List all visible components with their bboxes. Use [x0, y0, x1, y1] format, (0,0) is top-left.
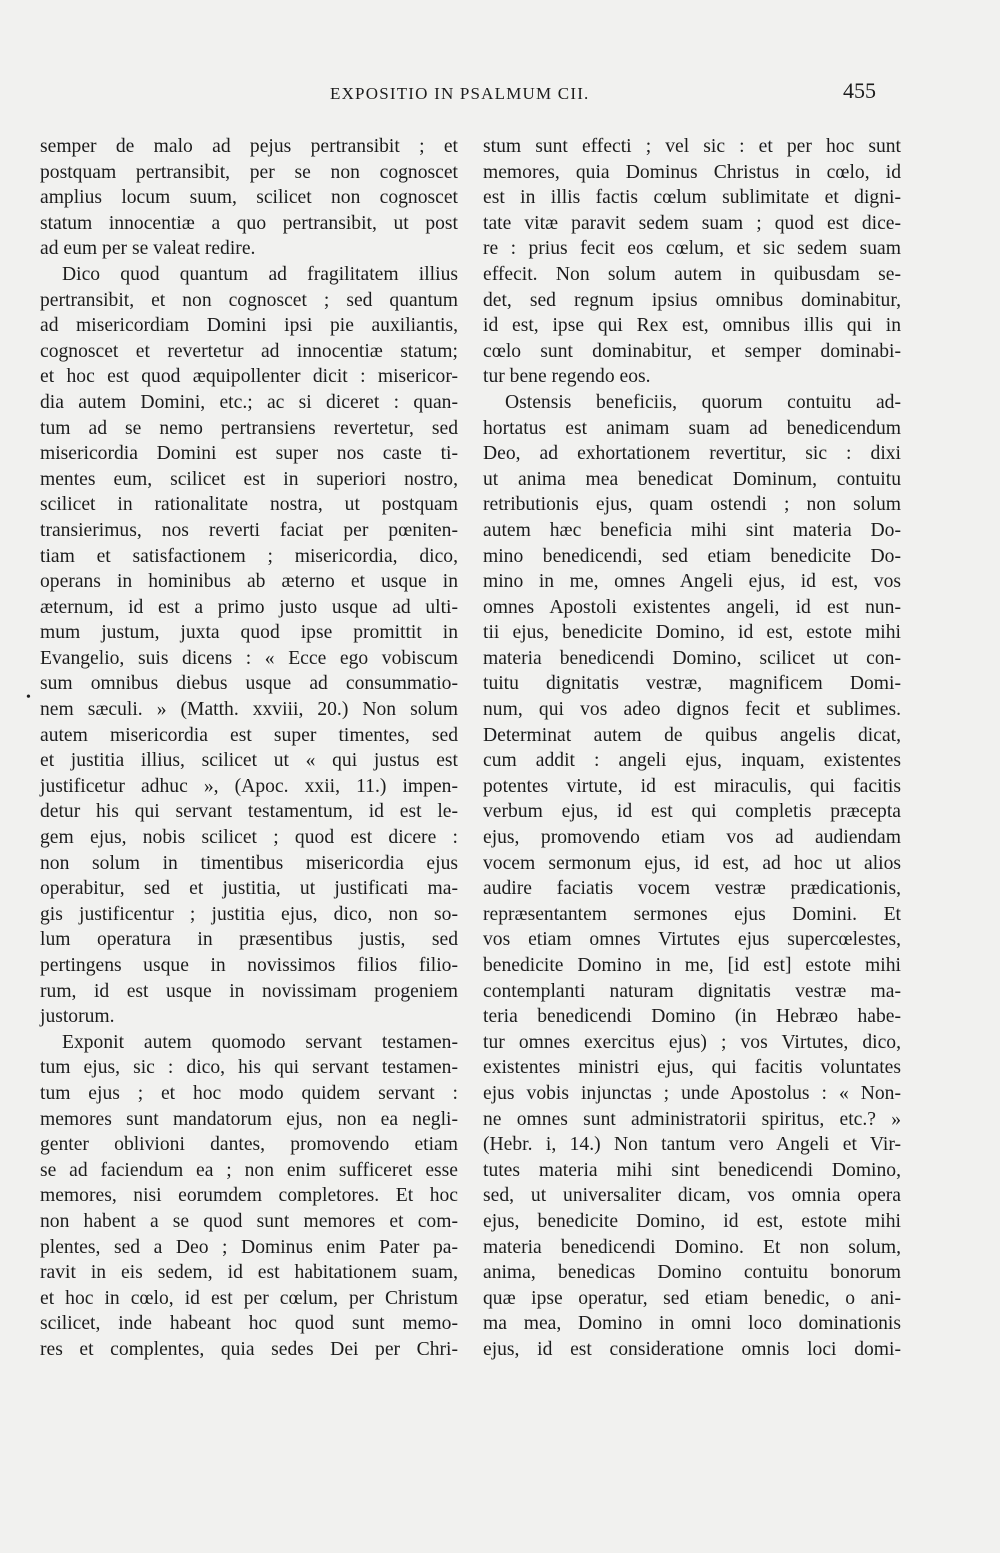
text-line: mino benedicendi, sed etiam benedicite Do- — [483, 545, 901, 567]
text-line: stum sunt effecti ; vel sic : et per hoc sunt — [483, 136, 901, 157]
running-title: EXPOSITIO IN PSALMUM CII. — [330, 84, 590, 103]
text-line: contemplanti naturam dignitatis vestræ ma- — [483, 980, 901, 1002]
text-line: operans in hominibus ab æterno et usque in — [40, 571, 458, 593]
text-line: ravit in eis sedem, id est habitationem suam, — [40, 1262, 458, 1284]
text-line: Exponit autem quomodo servant testamen- — [62, 1031, 458, 1053]
text-line: Determinat autem de quibus angelis dicat, — [483, 724, 901, 746]
text-line: materia benedicendi Domino, scilicet ut con- — [483, 647, 901, 669]
text-line: materia benedicendi Domino. Et non solum, — [483, 1236, 901, 1258]
text-line: nem sæculi. » (Matth. xxviii, 20.) Non solum — [40, 699, 458, 721]
text-line: ne omnes sunt administratorii spiritus, etc.? » — [483, 1108, 901, 1130]
text-line: teria benedicendi Domino (in Hebræo habe- — [483, 1006, 901, 1028]
text-line: amplius locum suum, scilicet non cognoscet — [40, 187, 458, 209]
text-line: ejus, promovendo etiam vos ad audiendam — [483, 827, 901, 849]
text-line: mum justum, juxta quod ipse promittit in — [40, 622, 458, 644]
text-line: postquam pertransibit, per se non cognoscet — [40, 161, 458, 183]
text-line: misericordia Domini est super nos caste ti- — [40, 443, 458, 465]
text-line: dia autem Domini, etc.; ac si diceret : quan- — [40, 391, 458, 413]
text-line: autem misericordia est super timentes, sed — [40, 724, 458, 746]
text-line: verbum ejus, id est qui completis præcepta — [483, 801, 901, 823]
text-line: tur bene regendo eos. — [483, 366, 651, 388]
text-line: id est, ipse qui Rex est, omnibus illis qui in — [483, 315, 901, 337]
text-line: scilicet in rationalitate nostra, ut postquam — [40, 494, 458, 516]
text-line: effecit. Non solum autem in quibusdam se- — [483, 263, 901, 285]
text-line: mino in me, omnes Angeli ejus, id est, vos — [483, 571, 901, 593]
text-line: tuitu dignitatis vestræ, magnificem Domi- — [483, 673, 901, 695]
text-line: benedicite Domino in me, [id est] estote mihi — [483, 955, 901, 976]
text-line: anima, benedicas Domino contuitu bonorum — [483, 1262, 901, 1284]
text-line: tii ejus, benedicite Domino, id est, estote mihi — [483, 622, 901, 644]
text-line: cognoscet et revertetur ad innocentiæ statum; — [40, 340, 458, 362]
text-line: et hoc in cœlo, id est per cœlum, per Christum — [40, 1287, 458, 1309]
text-line: cum addit : angeli ejus, inquam, existentes — [483, 750, 901, 772]
text-line: quæ ipse operatur, sed etiam benedic, o ani- — [483, 1287, 901, 1309]
text-line: est in illis factis cœlum sublimitate et digni- — [483, 187, 901, 209]
text-line: pertingens usque in novissimos filios filio- — [40, 955, 458, 976]
text-line: rum, id est usque in novissimam progeniem — [40, 980, 458, 1002]
text-line: omnes Apostoli existentes angeli, id est nun- — [483, 596, 901, 618]
text-line: plentes, sed a Deo ; Dominus enim Pater pa- — [40, 1236, 458, 1258]
text-line: tutes materia mihi sint benedicendi Domino, — [483, 1159, 901, 1181]
text-line: ad eum per se valeat redire. — [40, 238, 256, 260]
text-line: Deo, ad exhortationem revertitur, sic : dixi — [483, 443, 901, 465]
text-line: sed, ut universaliter dicam, vos omnia opera — [483, 1185, 901, 1207]
text-line: tiam et satisfactionem ; misericordia, dico, — [40, 545, 458, 567]
text-line: ma mea, Domino in omni loco dominationis — [483, 1313, 901, 1335]
text-line: potentes virtute, id est miraculis, qui facitis — [483, 775, 901, 797]
text-line: tum ejus, sic : dico, his qui servant testamen- — [40, 1057, 458, 1079]
right-column — [483, 134, 901, 1363]
text-line: ut anima mea benedicat Dominum, contuitu — [483, 468, 901, 490]
text-line: memores, quia Dominus Christus in cœlo, id — [483, 161, 901, 183]
text-line: ejus vobis injunctas ; unde Apostolus : « Non- — [483, 1082, 901, 1104]
text-line: cœlo sunt dominabitur, et semper dominabi- — [483, 340, 901, 362]
text-line: transierimus, nos reverti faciat per pœniten- — [40, 519, 458, 541]
text-line: res et complentes, quia sedes Dei per Chri- — [40, 1338, 458, 1360]
text-line: statum innocentiæ a quo pertransibit, ut post — [40, 212, 458, 234]
text-line: non solum in timentibus misericordia ejus — [40, 852, 458, 874]
text-line: Dico quod quantum ad fragilitatem illius — [62, 263, 458, 285]
text-line: repræsentantem sermones ejus Domini. Et — [483, 903, 901, 925]
text-line: non habent a se quod sunt memores et com- — [40, 1210, 458, 1232]
text-line: Evangelio, suis dicens : « Ecce ego vobiscum — [40, 647, 458, 669]
page-number: 455 — [843, 78, 876, 103]
text-line: tum ad se nemo pertransiens revertetur, sed — [40, 417, 458, 439]
text-line: audire faciatis vocem vestræ prædicationis, — [483, 878, 901, 900]
text-line: lum operatura in præsentibus justis, sed — [40, 929, 458, 951]
text-line: autem hæc beneficia mihi sint materia Do- — [483, 519, 901, 541]
text-line: num, qui vos adeo dignos fecit et sublimes. — [483, 699, 901, 721]
text-line: et justitia illius, scilicet ut « qui justus est — [40, 750, 458, 772]
text-line: se ad faciendum ea ; non enim sufficeret esse — [40, 1159, 458, 1181]
text-line: scilicet, inde habeant hoc quod sunt memo- — [40, 1313, 458, 1335]
text-line: tate vitæ paravit sedem suam ; quod est dice- — [483, 212, 901, 234]
text-line: re : prius fecit eos cœlum, et sic sedem suam — [483, 238, 901, 260]
text-line: semper de malo ad pejus pertransibit ; et — [40, 136, 458, 157]
text-line: sum omnibus diebus usque ad consummatio- — [40, 673, 458, 695]
text-line: gem ejus, nobis scilicet ; quod est dicere : — [40, 827, 458, 849]
text-line: mentes eum, scilicet est in superiori nostro, — [40, 468, 458, 490]
running-head — [0, 78, 1000, 110]
text-line: justorum. — [40, 1006, 115, 1028]
text-line: detur his qui servant testamentum, id est le- — [40, 801, 458, 823]
text-line: æternum, id est a primo justo usque ad ulti- — [40, 596, 458, 618]
text-line: Ostensis beneficiis, quorum contuitu ad- — [505, 391, 901, 413]
text-line: pertransibit, et non cognoscet ; sed quantum — [40, 289, 458, 311]
text-line: tum ejus ; et hoc modo quidem servant : — [40, 1082, 458, 1104]
text-line: justificetur adhuc », (Apoc. xxii, 11.) impen- — [40, 775, 458, 797]
text-line: existentes ministri ejus, qui facitis voluntates — [483, 1057, 901, 1079]
text-line: gis justificentur ; justitia ejus, dico, non so- — [40, 903, 458, 925]
text-line: hortatus est animam suam ad benedicendum — [483, 417, 901, 439]
text-line: memores, nisi eorumdem completores. Et hoc — [40, 1185, 458, 1207]
text-line: ejus, id est consideratione omnis loci domi- — [483, 1338, 901, 1360]
text-line: genter oblivioni dantes, promovendo etiam — [40, 1134, 458, 1156]
text-line: vos etiam omnes Virtutes ejus supercœlestes, — [483, 929, 901, 951]
text-line: ejus, benedicite Domino, id est, estote mihi — [483, 1210, 901, 1232]
text-line: (Hebr. i, 14.) Non tantum vero Angeli et Vir- — [483, 1134, 901, 1156]
left-column — [40, 134, 458, 1363]
text-line: memores sunt mandatorum ejus, non ea negli- — [40, 1108, 458, 1130]
text-line: operabitur, sed et justitia, ut justificati ma- — [40, 878, 458, 900]
margin-mark: • — [26, 690, 31, 705]
text-line: et hoc est quod æquipollenter dicit : misericor- — [40, 366, 458, 388]
text-line: ad misericordiam Domini ipsi pie auxiliantis, — [40, 315, 458, 337]
text-line: vocem sermonum ejus, id est, ad hoc ut alios — [483, 852, 901, 874]
text-line: retributionis ejus, quam ostendi ; non solum — [483, 494, 901, 516]
text-line: tur omnes exercitus ejus) ; vos Virtutes, dico, — [483, 1031, 901, 1053]
text-line: det, sed regnum ipsius omnibus dominabitur, — [483, 289, 901, 311]
